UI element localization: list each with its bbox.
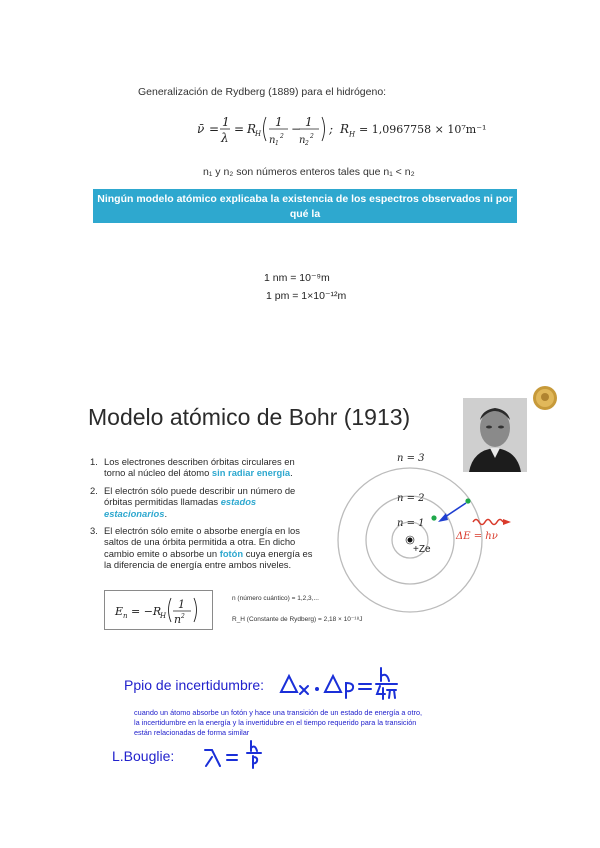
- broglie-label: L.Bouglie:: [112, 748, 175, 764]
- rydberg-constant-note: R_H (Constante de Rydberg) = 2,18 × 10⁻¹⁸J: [232, 616, 363, 623]
- svg-text:2: 2: [280, 133, 284, 140]
- broglie-formula: [200, 738, 270, 772]
- svg-text:1: 1: [275, 140, 279, 147]
- svg-text:λ: λ: [221, 131, 229, 145]
- rydberg-constant: $R_H = 1,0967758 \times 10^7m^{-1}$: [340, 122, 487, 139]
- electron-outer: [465, 498, 470, 503]
- postulate-1: 1. Los electrones describen órbitas circulares en torno al núcleo del átomo sin radiar energía.: [90, 456, 295, 479]
- uncertainty-label: Ppio de incertidumbre:: [124, 677, 265, 693]
- postulate-2: 2. El electrón sólo puede describir un número de órbitas permitidas llamadas estados estacionarios.: [90, 484, 296, 519]
- svg-text:=: =: [209, 122, 220, 136]
- notes-paragraph: [134, 708, 422, 738]
- svg-text:;: ;: [329, 122, 334, 136]
- svg-text:1: 1: [222, 115, 230, 129]
- notes-line-2: la incertidumbre en la energía y la invertidubre en el tiempo requerido para la transición: [134, 718, 417, 727]
- banner-line-2: fórmula de Rydberg funcionaba tan bien: [204, 223, 406, 235]
- unit-pm: 1 pm = 1×10⁻¹²m: [266, 290, 347, 302]
- energy-formula: [105, 591, 212, 629]
- label-nucleus: +Ze: [413, 544, 431, 555]
- label-delta-e: ΔE = hν: [456, 531, 498, 542]
- postulate-3: 3. El electrón sólo emite o absorbe energía en los saltos de una órbita permitida a otra. En dicho cambio emite o absorbe un fotón cuya energía es la diferencia de energía entre ambos niveles.: [90, 525, 313, 571]
- quantum-number-note: n (número cuántico) = 1,2,3,...: [232, 595, 319, 602]
- unit-nm: 1 nm = 10⁻⁹m: [264, 272, 330, 284]
- svg-text:n: n: [269, 135, 276, 146]
- highlight-banner: [93, 189, 517, 235]
- electron-inner: [431, 515, 436, 520]
- svg-text:2: 2: [305, 140, 309, 147]
- svg-text:= −R: = −R: [131, 605, 162, 618]
- svg-text:n: n: [123, 612, 128, 620]
- energy-formula-box: [104, 590, 213, 630]
- svg-text:1: 1: [178, 598, 185, 611]
- nucleus-dot: [408, 538, 413, 543]
- bohr-title: Modelo atómico de Bohr (1913): [88, 404, 411, 430]
- uncertainty-formula: [275, 664, 405, 704]
- svg-text:H: H: [255, 130, 262, 138]
- label-n2: n = 2: [397, 493, 425, 504]
- svg-text:2: 2: [310, 133, 314, 140]
- svg-text:E: E: [115, 605, 124, 618]
- svg-text:1: 1: [275, 115, 283, 129]
- nobel-medal-icon: [532, 385, 558, 411]
- rydberg-heading: Generalización de Rydberg (1889) para el hidrógeno:: [138, 86, 387, 98]
- label-n1: n = 1: [397, 518, 425, 529]
- integers-note: n₁ y n₂ son números enteros tales que n₁ < n₂: [203, 166, 415, 178]
- label-n3: n = 3: [397, 453, 425, 464]
- svg-text:n: n: [174, 613, 182, 626]
- banner-line-1: Ningún modelo atómico explicaba la existencia de los espectros observados ni por qué la: [97, 193, 513, 220]
- notes-line-3: están relacionadas de forma similar: [134, 728, 250, 737]
- svg-text:R: R: [247, 122, 257, 136]
- notes-line-1: cuando un átomo absorbe un fotón y hace una transición de un estado de energía a otro,: [134, 708, 423, 717]
- svg-text:H: H: [160, 612, 167, 620]
- bohr-postulates: [90, 456, 318, 577]
- svg-text:2: 2: [181, 613, 185, 620]
- photon-wave: [473, 520, 503, 525]
- svg-text:=: =: [234, 122, 245, 136]
- svg-text:1: 1: [305, 115, 313, 129]
- svg-text:−: −: [291, 122, 302, 136]
- svg-text:ν̄: ν̄: [197, 122, 205, 136]
- svg-text:n: n: [299, 135, 306, 146]
